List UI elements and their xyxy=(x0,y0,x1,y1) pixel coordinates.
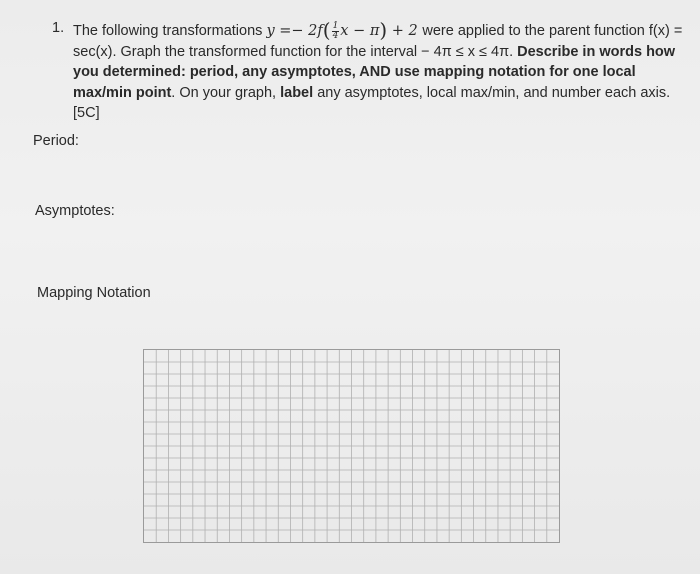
question-tail: any asymptotes, local max/min, and number each axis.[5C] xyxy=(73,84,671,121)
equation-prefix: y =− 2f xyxy=(266,23,323,39)
question-number: 1. xyxy=(52,20,65,36)
question-bold-label: label xyxy=(280,84,314,101)
question-bold-instructions: Describe in words how you determined: period, any asymptotes, AND use mapping notation for one local max/min point xyxy=(73,43,676,101)
asymptotes-label: Asymptotes: xyxy=(35,203,115,219)
equation-inner: x − π xyxy=(340,23,380,39)
question-intro: The following transformations xyxy=(73,23,263,39)
equation-fraction xyxy=(332,22,340,41)
question-text xyxy=(73,20,683,124)
fraction-denominator: 4 xyxy=(332,30,339,41)
equation: y =− 2f( $\frac{1}{4}$ x − π) + 2 xyxy=(266,18,418,42)
question-after-equation: were applied to the parent function f(x) = sec(x). Graph the transformed function for the interval − 4π ≤ x ≤ 4π. xyxy=(73,23,683,60)
equation-suffix: + 2 xyxy=(391,23,418,39)
graph-grid-lines xyxy=(144,350,559,542)
fraction-numerator: 1 xyxy=(332,20,339,31)
graph-grid[interactable] xyxy=(143,349,560,543)
period-label: Period: xyxy=(33,133,79,149)
question-after-bold: . On your graph, xyxy=(171,84,277,101)
mapping-notation-label: Mapping Notation xyxy=(37,285,151,301)
